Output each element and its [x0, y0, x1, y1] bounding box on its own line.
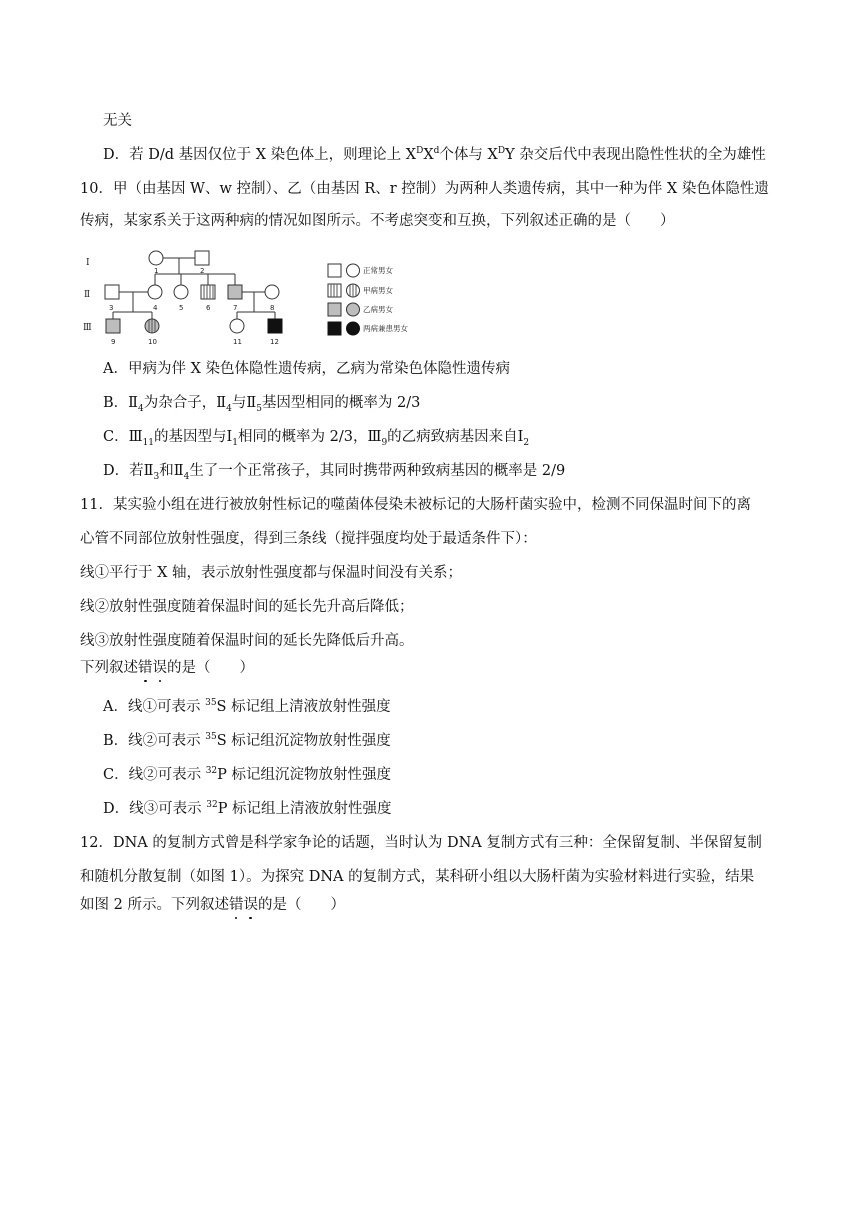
individual-III12 — [268, 319, 282, 333]
pedigree-legend — [328, 264, 408, 335]
q10-stem-line1: 10．甲（由基因 W、w 控制）、乙（由基因 R、r 控制）为两种人类遗传病，其中一种为伴 X 染色体隐性遗 — [80, 181, 769, 197]
individual-II7 — [228, 285, 242, 299]
label-3: 3 — [109, 304, 114, 312]
individual-III9 — [106, 319, 120, 333]
individual-II8 — [265, 285, 279, 299]
q11-option-d: D．线③可表示 $^{32}$P 标记组上清液放射性强度 — [103, 800, 392, 817]
q11-curve-1: 线①平行于 X 轴，表示放射性强度都与保温时间没有关系； — [80, 565, 463, 581]
individual-II5 — [174, 285, 188, 299]
individual-III10 — [145, 319, 159, 333]
q11-stem-line1: 11．某实验小组在进行被放射性标记的噬菌体侵染未被标记的大肠杆菌实验中，检测不同保温时间下的离 — [80, 497, 751, 513]
pedigree-diagram — [80, 244, 440, 348]
label-4: 4 — [153, 304, 158, 312]
q12-stem-line1: 12．DNA 的复制方式曾是科学家争论的话题，当时认为 DNA 复制方式有三种：全保留复制、半保留复制 — [80, 835, 762, 851]
label-11: 11 — [233, 338, 242, 346]
individual-II6 — [201, 285, 215, 299]
label-12: 12 — [270, 338, 279, 346]
q10-option-b: B．$Ⅱ_4$为杂合子，$Ⅱ_4$与$Ⅱ_5$基因型相同的概率为 2/3 — [103, 395, 421, 414]
generation-label-2: Ⅱ — [84, 290, 91, 300]
legend-disease-a: 甲病男女 — [363, 286, 393, 295]
q10-option-c: C．$Ⅲ_{11}$的基因型与$Ⅰ_1$相同的概率为 2/3，$Ⅲ_9$的乙病致病基因来自$Ⅰ_2$ — [103, 429, 530, 448]
q11-curve-2: 线②放射性强度随着保温时间的延长先升高后降低； — [80, 599, 414, 615]
label-10: 10 — [148, 338, 157, 346]
label-6: 6 — [206, 304, 211, 312]
q10-stem-line2: 传病，某家系关于这两种病的情况如图所示。不考虑突变和互换，下列叙述正确的是（ ） — [80, 213, 675, 229]
legend-normal: 正常男女 — [363, 266, 393, 275]
q10-option-a: A．甲病为伴 X 染色体隐性遗传病，乙病为常染色体隐性遗传病 — [103, 361, 511, 377]
q9-option-d: D．若 D/d 基因仅位于 X 染色体上，则理论上 $X^DX^d$个体与 $X^DY$ 杂交后代中表现出隐性性状的全为雄性 — [103, 146, 766, 163]
legend-disease-b: 乙病男女 — [363, 305, 393, 314]
q11-curve-3: 线③放射性强度随着保温时间的延长先降低后升高。 — [80, 633, 414, 649]
legend-both: 两病兼患男女 — [363, 324, 408, 333]
individual-I1 — [149, 251, 163, 265]
q10-option-d: D．若$Ⅱ_3$和$Ⅱ_4$生了一个正常孩子，其同时携带两种致病基因的概率是 2/9 — [103, 463, 566, 482]
q11-option-a: A．线①可表示 $^{35}$S 标记组上清液放射性强度 — [103, 698, 391, 715]
generation-label-1: Ⅰ — [86, 258, 90, 268]
label-2: 2 — [200, 267, 205, 275]
generation-label-3: Ⅲ — [83, 323, 92, 333]
individual-II3 — [105, 285, 119, 299]
label-7: 7 — [233, 304, 238, 312]
q11-option-b: B．线②可表示 $^{35}$S 标记组沉淀物放射性强度 — [103, 732, 391, 749]
prev-option-tail: 无关 — [103, 113, 132, 129]
q12-stem-line2: 和随机分散复制（如图 1）。为探究 DNA 的复制方式，某科研小组以大肠杆菌为实验材料进行实验，结果 — [80, 869, 755, 885]
q12-stem-line3: 如图 2 所示。下列叙述错误的是（ ） — [80, 897, 345, 913]
individual-III11 — [230, 319, 244, 333]
q11-stem-line2: 心管不同部位放射性强度，得到三条线（搅拌强度均处于最适条件下）： — [80, 531, 537, 547]
label-9: 9 — [111, 338, 116, 346]
label-8: 8 — [270, 304, 275, 312]
label-1: 1 — [154, 267, 159, 275]
individual-II4 — [148, 285, 162, 299]
q11-question: 下列叙述错误的是（ ） — [80, 660, 254, 676]
q11-option-c: C．线②可表示 $^{32}$P 标记组沉淀物放射性强度 — [103, 766, 392, 783]
individual-I2 — [195, 251, 209, 265]
label-5: 5 — [179, 304, 184, 312]
